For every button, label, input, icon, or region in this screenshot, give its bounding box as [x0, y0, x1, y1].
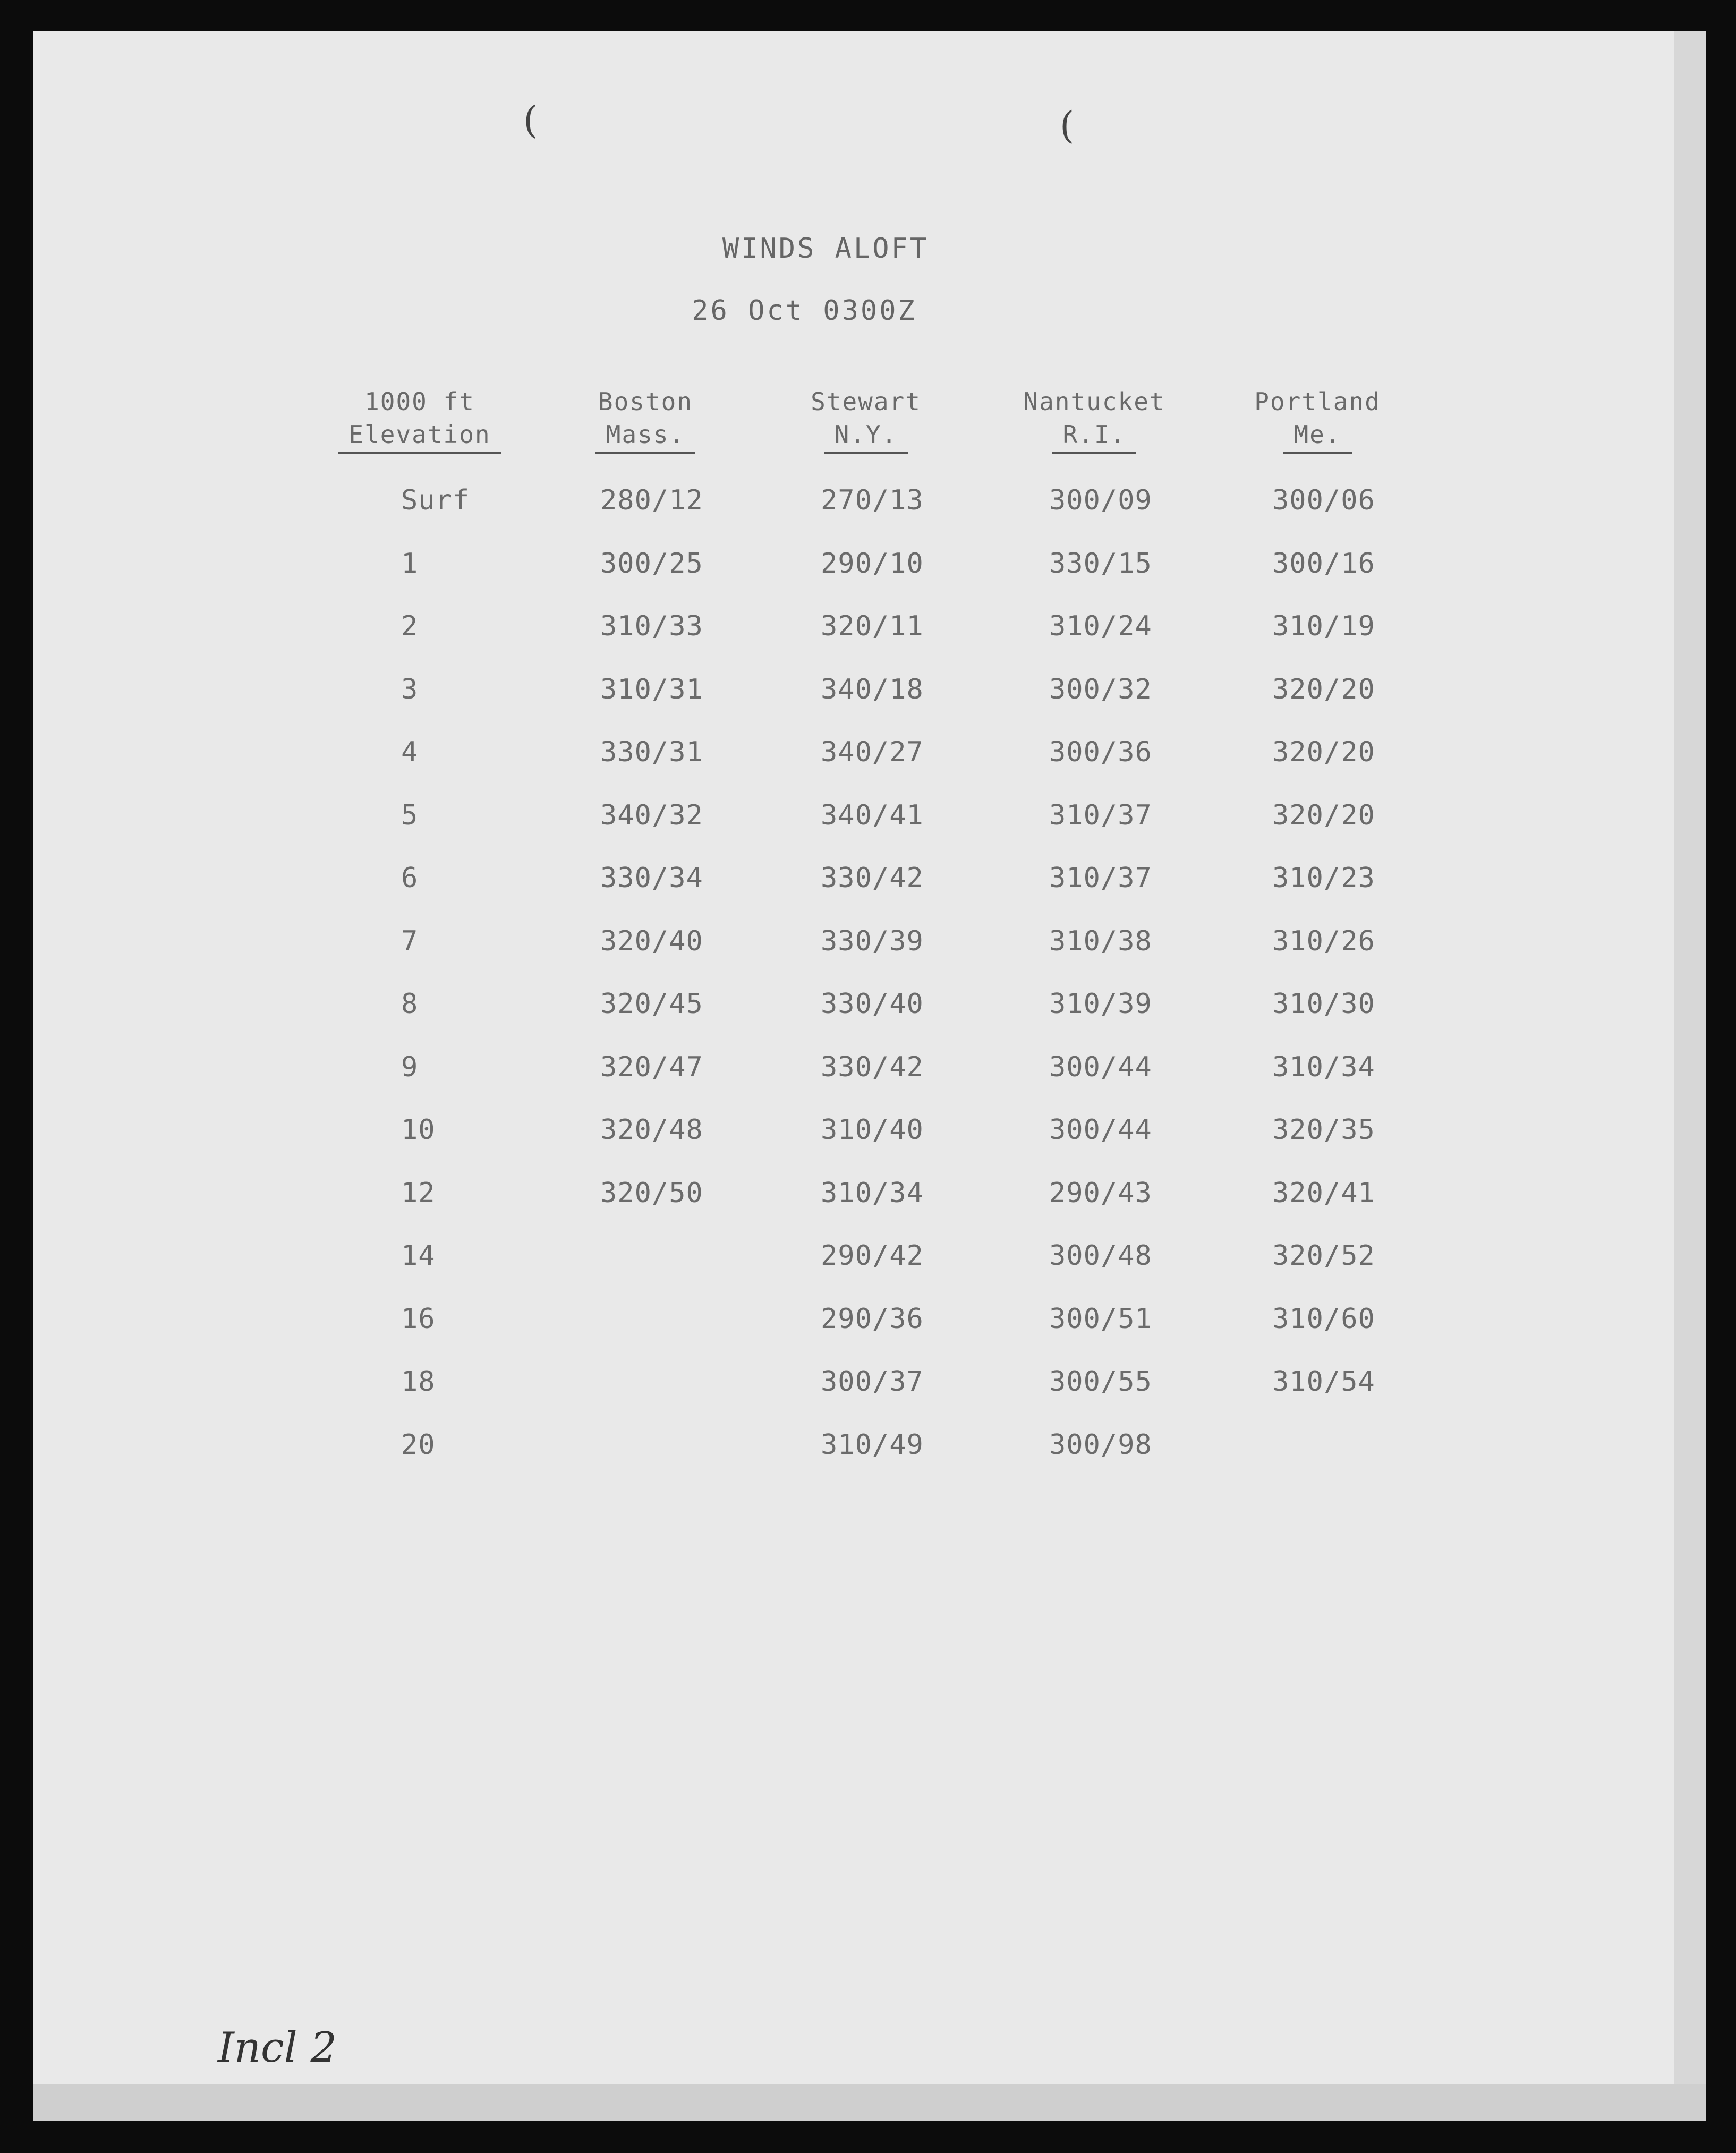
column-header-line2: R.I. — [1052, 418, 1137, 454]
wind-cell: 320/41 — [1272, 1177, 1375, 1209]
column-header-line2: Me. — [1283, 418, 1351, 454]
page-right-shadow — [1674, 31, 1706, 2121]
wind-cell: 320/20 — [1272, 736, 1375, 768]
wind-cell: 320/11 — [821, 610, 924, 642]
wind-cell: 300/55 — [1049, 1366, 1152, 1398]
wind-cell: 310/24 — [1049, 610, 1152, 642]
column-header — [999, 385, 1190, 454]
elevation-cell: Surf — [401, 484, 470, 516]
elevation-cell: 2 — [401, 610, 419, 642]
elevation-cell: 8 — [401, 988, 419, 1020]
wind-cell: 310/39 — [1049, 988, 1152, 1020]
column-header-line1: Portland — [1254, 387, 1381, 416]
wind-cell: 330/40 — [821, 988, 924, 1020]
column-header — [770, 385, 961, 454]
wind-cell: 320/35 — [1272, 1114, 1375, 1146]
wind-cell: 310/30 — [1272, 988, 1375, 1020]
column-header-line1: Boston — [598, 387, 693, 416]
wind-cell: 320/20 — [1272, 673, 1375, 705]
wind-cell: 310/40 — [821, 1114, 924, 1146]
wind-cell: 310/26 — [1272, 925, 1375, 957]
elevation-cell: 3 — [401, 673, 419, 705]
wind-cell: 290/10 — [821, 547, 924, 580]
column-header-line1: Nantucket — [1023, 387, 1165, 416]
elevation-cell: 5 — [401, 799, 419, 831]
wind-cell: 330/15 — [1049, 547, 1152, 580]
document-title: WINDS ALOFT — [722, 233, 929, 265]
column-header-line2: Elevation — [338, 418, 501, 454]
elevation-cell: 20 — [401, 1428, 436, 1461]
elevation-cell: 14 — [401, 1240, 436, 1272]
document-subtitle: 26 Oct 0300Z — [692, 295, 917, 327]
wind-cell: 330/42 — [821, 1051, 924, 1083]
column-header-line2: Mass. — [595, 418, 695, 454]
wind-cell: 300/51 — [1049, 1303, 1152, 1335]
elevation-cell: 1 — [401, 547, 419, 580]
wind-cell: 270/13 — [821, 484, 924, 516]
wind-cell: 310/49 — [821, 1428, 924, 1461]
wind-cell: 310/31 — [600, 673, 703, 705]
elevation-cell: 16 — [401, 1303, 436, 1335]
wind-cell: 310/33 — [600, 610, 703, 642]
wind-cell: 330/42 — [821, 862, 924, 894]
elevation-cell: 18 — [401, 1366, 436, 1398]
wind-cell: 310/54 — [1272, 1366, 1375, 1398]
wind-cell: 340/32 — [600, 799, 703, 831]
wind-cell: 310/60 — [1272, 1303, 1375, 1335]
wind-cell: 340/18 — [821, 673, 924, 705]
elevation-cell: 4 — [401, 736, 419, 768]
wind-cell: 290/42 — [821, 1240, 924, 1272]
elevation-cell: 6 — [401, 862, 419, 894]
wind-cell: 290/36 — [821, 1303, 924, 1335]
column-header-line1: 1000 ft — [364, 387, 475, 416]
column-header-line2: N.Y. — [824, 418, 908, 454]
elevation-cell: 10 — [401, 1114, 436, 1146]
wind-cell: 300/09 — [1049, 484, 1152, 516]
wind-cell: 310/34 — [821, 1177, 924, 1209]
elevation-cell: 7 — [401, 925, 419, 957]
wind-cell: 320/45 — [600, 988, 703, 1020]
wind-cell: 300/25 — [600, 547, 703, 580]
wind-cell: 310/23 — [1272, 862, 1375, 894]
wind-cell: 310/34 — [1272, 1051, 1375, 1083]
wind-cell: 320/48 — [600, 1114, 703, 1146]
elevation-cell: 9 — [401, 1051, 419, 1083]
wind-cell: 300/06 — [1272, 484, 1375, 516]
wind-cell: 320/52 — [1272, 1240, 1375, 1272]
wind-cell: 290/43 — [1049, 1177, 1152, 1209]
column-header — [550, 385, 741, 454]
wind-cell: 310/37 — [1049, 862, 1152, 894]
column-header-line1: Stewart — [811, 387, 921, 416]
wind-cell: 300/48 — [1049, 1240, 1152, 1272]
wind-cell: 280/12 — [600, 484, 703, 516]
wind-cell: 310/37 — [1049, 799, 1152, 831]
wind-cell: 310/19 — [1272, 610, 1375, 642]
wind-cell: 330/31 — [600, 736, 703, 768]
wind-cell: 340/27 — [821, 736, 924, 768]
margin-mark-left: ( — [523, 98, 538, 142]
margin-mark-right: ( — [1060, 104, 1075, 147]
column-header — [1222, 385, 1413, 454]
wind-cell: 330/39 — [821, 925, 924, 957]
wind-cell: 300/32 — [1049, 673, 1152, 705]
page-bottom-shadow — [33, 2084, 1706, 2121]
wind-cell: 300/37 — [821, 1366, 924, 1398]
column-header — [324, 385, 515, 454]
wind-cell: 300/98 — [1049, 1428, 1152, 1461]
wind-cell: 300/16 — [1272, 547, 1375, 580]
wind-cell: 320/40 — [600, 925, 703, 957]
handwritten-inclosure-note: Incl 2 — [218, 2024, 337, 2072]
wind-cell: 340/41 — [821, 799, 924, 831]
wind-cell: 320/47 — [600, 1051, 703, 1083]
elevation-cell: 12 — [401, 1177, 436, 1209]
wind-cell: 330/34 — [600, 862, 703, 894]
wind-cell: 310/38 — [1049, 925, 1152, 957]
wind-cell: 320/50 — [600, 1177, 703, 1209]
wind-cell: 300/44 — [1049, 1114, 1152, 1146]
wind-cell: 300/36 — [1049, 736, 1152, 768]
wind-cell: 300/44 — [1049, 1051, 1152, 1083]
wind-cell: 320/20 — [1272, 799, 1375, 831]
